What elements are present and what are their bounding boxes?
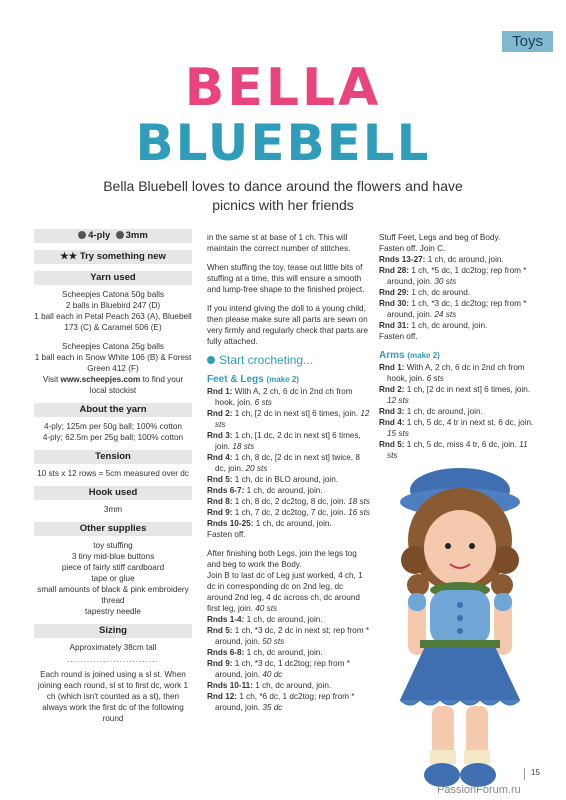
row-instruction: With A, 2 ch, 6 dc in 2nd ch from hook, join. <box>387 363 525 383</box>
row-instruction: 1 ch, 5 dc, miss 4 tr, 6 dc, join. <box>406 440 517 449</box>
paragraph: When stuffing the toy, tease out little bits of stuffing at a time, this will ensure a smooth and lump-free shape to the finished project. <box>207 263 365 294</box>
stitch-count: 6 sts <box>426 374 444 383</box>
pattern-row <box>379 384 537 406</box>
section-title: Feet & Legs <box>207 374 264 385</box>
stitch-count: 40 sts <box>255 604 278 613</box>
row-instruction: 1 ch, dc around, join. <box>406 407 483 416</box>
paragraph: Fasten off. Join C. <box>379 244 446 253</box>
row-label: Rnd 30: <box>379 299 410 308</box>
stitch-count: 18 sts <box>232 442 255 451</box>
watermark: PassionForum.ru <box>437 784 521 796</box>
hook-icon <box>116 231 124 239</box>
stitch-count: 15 sts <box>387 429 409 438</box>
stitch-count: 6 sts <box>254 398 272 407</box>
row-instruction: 1 ch, dc around, join. <box>255 519 332 528</box>
row-instruction: With A, 2 ch, 6 dc in 2nd ch from hook, join. <box>215 387 353 407</box>
row-label: Rnds 13-27: <box>379 255 426 264</box>
row-label: Rnd 1: <box>207 387 233 396</box>
yarn-used-line: 1 ball each in Snow White 106 (B) & Forest Green 412 (F) <box>34 353 192 373</box>
pattern-row <box>207 408 370 430</box>
pattern-row <box>207 647 370 658</box>
pattern-row <box>207 452 370 474</box>
pattern-row <box>379 406 537 417</box>
feet-legs-heading <box>207 374 370 385</box>
stitch-count: 12 sts <box>215 409 370 429</box>
sizing-heading: Sizing <box>34 624 192 638</box>
row-label: Rnds 10-25: <box>207 519 254 528</box>
title-line-1: BELLA <box>184 58 382 118</box>
footer-divider <box>524 768 525 780</box>
supply-item: piece of fairly stiff cardboard <box>61 563 165 572</box>
row-label: Rnd 3: <box>379 407 405 416</box>
yarn-used-line: 2 balls in Bluebird 247 (D) <box>65 301 161 310</box>
stitch-count: 20 sts <box>245 464 268 473</box>
row-label: Rnd 5: <box>207 626 233 635</box>
supply-item: tape or glue <box>91 574 135 583</box>
pattern-row <box>379 298 537 320</box>
tension-heading: Tension <box>34 450 192 464</box>
row-label: Rnds 10-11: <box>207 681 253 690</box>
row-label: Rnd 29: <box>379 288 410 297</box>
supply-item: 3 tiny mid-blue buttons <box>71 552 155 561</box>
row-instruction: 1 ch, 8 dc, 2 dc2tog, 8 dc, join. <box>234 497 346 506</box>
yarn-used-heading: Yarn used <box>34 271 192 285</box>
section-title: Arms <box>379 350 405 361</box>
pattern-row <box>207 496 370 507</box>
other-supplies-heading: Other supplies <box>34 522 192 536</box>
row-instruction: 1 ch, dc around, join. <box>427 255 504 264</box>
visit-post: to find your local stockist <box>89 375 184 395</box>
row-instruction: 1 ch, *3 dc, 1 dc2tog; rep from * around, join. <box>215 659 350 679</box>
arms-heading <box>379 350 537 361</box>
row-label: Rnds 1-4: <box>207 615 245 624</box>
pattern-row <box>207 625 370 647</box>
pattern-row <box>207 507 370 518</box>
row-instruction: 1 ch, [2 dc in next st] 6 times, join. <box>406 385 531 394</box>
stitch-count: 11 sts <box>387 440 528 460</box>
yarn-used-line: 1 ball each in Petal Peach 263 (A), Bluebell 173 (C) & Caramel 506 (E) <box>34 312 192 332</box>
row-label: Rnd 12: <box>207 692 238 701</box>
supply-item: tapestry needle <box>85 607 141 616</box>
yarn-used-line: Scheepjes Catona 25g balls <box>62 342 164 351</box>
hook-size-label: 3mm <box>125 230 148 241</box>
stitch-count: 35 dc <box>262 703 283 712</box>
website-link[interactable]: www.scheepjes.com <box>60 375 141 384</box>
paragraph <box>207 570 370 614</box>
about-yarn-line: 4-ply; 125m per 50g ball; 100% cotton <box>44 422 182 431</box>
row-label: Rnd 31: <box>379 321 410 330</box>
info-column <box>34 229 192 724</box>
row-instruction: 1 ch, 8 dc, [2 dc in next st] twice, 8 dc, join. <box>215 453 360 473</box>
pattern-row <box>207 614 370 625</box>
pattern-row <box>379 417 537 439</box>
paragraph: After finishing both Legs, join the legs tog and beg to work the Body. <box>207 549 357 569</box>
pattern-row <box>379 320 537 331</box>
paragraph: Stuff Feet, Legs and beg of Body. <box>379 233 501 242</box>
row-instruction: 1 ch, *3 dc, 2 dc in next st; rep from * around, join. <box>215 626 370 646</box>
row-instruction: 1 ch, [2 dc in next st] 6 times, join. <box>234 409 359 418</box>
ply-hook-bar <box>34 229 192 243</box>
pattern-row <box>379 362 537 384</box>
row-label: Rnd 4: <box>379 418 405 427</box>
row-label: Rnd 4: <box>207 453 233 462</box>
supply-item: small amounts of black & pink embroidery thread <box>37 585 189 605</box>
doll-photo <box>380 460 540 795</box>
pattern-row <box>207 430 370 452</box>
join-text: Join B to last dc of Leg just worked, 4 ch, 1 dc in corresponding dc on 2nd leg, dc around 2nd leg, 4 dc across ch, dc around first leg, join. <box>207 571 363 613</box>
intro-text: Bella Bluebell loves to dance around the flowers and have picnics with her friends <box>103 178 463 213</box>
row-label: Rnd 5: <box>379 440 405 449</box>
pattern-column-3 <box>379 232 537 461</box>
row-label: Rnd 9: <box>207 508 233 517</box>
pattern-row <box>379 439 537 461</box>
row-label: Rnd 2: <box>379 385 405 394</box>
about-yarn-line: 4-ply; 62.5m per 25g ball; 100% cotton <box>42 433 184 442</box>
hook-used-heading: Hook used <box>34 486 192 500</box>
row-instruction: 1 ch, dc in BLO around, join. <box>234 475 339 484</box>
row-instruction: 1 ch, *3 dc, 1 dc2tog; rep from * around, join. <box>387 299 527 319</box>
stitch-count: 12 sts <box>387 396 409 405</box>
pattern-row <box>207 386 370 408</box>
paragraph: in the same st at base of 1 ch. This will maintain the correct number of stitches. <box>207 233 351 253</box>
start-crocheting-heading <box>207 355 370 366</box>
pattern-row <box>207 658 370 680</box>
ply-label: 4-ply <box>88 230 111 241</box>
fasten-off: Fasten off. <box>207 530 246 539</box>
pattern-column-2 <box>207 232 370 713</box>
section-subtitle: (make 2) <box>407 351 440 360</box>
row-instruction: 1 ch, dc around, join. <box>246 615 323 624</box>
row-instruction: 1 ch, dc around. <box>411 288 471 297</box>
pattern-row <box>207 691 370 713</box>
stitch-count: 24 sts <box>434 310 457 319</box>
row-instruction: 1 ch, 7 dc, 2 dc2tog, 7 dc, join. <box>234 508 346 517</box>
row-instruction: 1 ch, *6 dc, 1 dc2tog; rep from * around, join. <box>215 692 355 712</box>
row-label: Rnd 9: <box>207 659 233 668</box>
stockist-text <box>34 374 192 396</box>
pattern-row <box>207 680 370 691</box>
row-instruction: 1 ch, *5 dc, 1 dc2tog; rep from * around, join. <box>387 266 527 286</box>
visit-pre: Visit <box>42 375 61 384</box>
pattern-row <box>207 485 370 496</box>
pattern-row <box>379 254 537 265</box>
pattern-row <box>379 287 537 298</box>
row-instruction: 1 ch, dc around, join. <box>246 486 323 495</box>
section-tag: Toys <box>502 31 553 52</box>
tension-text: 10 sts x 12 rows = 5cm measured over dc <box>37 469 189 478</box>
sizing-text: Approximately 38cm tall <box>69 643 157 652</box>
stitch-count: 16 sts <box>348 508 370 517</box>
hook-used-text: 3mm <box>103 505 123 514</box>
row-label: Rnd 8: <box>207 497 233 506</box>
about-yarn-heading: About the yarn <box>34 403 192 417</box>
start-label: Start crocheting... <box>219 353 314 367</box>
paragraph: If you intend giving the doll to a young child, then please make sure all parts are sewn on very firmly and regularly check that parts are fully attached. <box>207 304 369 346</box>
yarn-used-line: Scheepjes Catona 50g balls <box>62 290 164 299</box>
stitch-count: 40 dc <box>262 670 283 679</box>
row-instruction: 1 ch, 5 dc, 4 tr in next st, 6 dc, join. <box>406 418 534 427</box>
yarn-ball-icon <box>78 231 86 239</box>
supply-item: toy stuffing <box>93 541 133 550</box>
bullet-icon <box>207 356 215 364</box>
round-note: Each round is joined using a sl st. When joining each round, sl st to first dc, work 1 ch (which isn't counted as a st), then always work the first dc of the following round <box>37 670 189 723</box>
row-instruction: 1 ch, dc around, join. <box>411 321 488 330</box>
row-label: Rnd 5: <box>207 475 233 484</box>
row-label: Rnd 28: <box>379 266 410 275</box>
stitch-count: 30 sts <box>434 277 457 286</box>
stitch-count: 50 sts <box>262 637 285 646</box>
stitch-count: 18 sts <box>348 497 370 506</box>
row-instruction: 1 ch, [1 dc, 2 dc in next st] 6 times, join. <box>215 431 361 451</box>
pattern-row <box>207 474 370 485</box>
row-label: Rnd 2: <box>207 409 233 418</box>
divider: ............................ <box>67 655 159 664</box>
page-number: 15 <box>531 768 540 777</box>
row-instruction: 1 ch, dc around, join. <box>246 648 323 657</box>
section-subtitle: (make 2) <box>266 375 299 384</box>
fasten-off: Fasten off. <box>379 332 418 341</box>
title-line-2: BLUEBELL <box>135 114 431 172</box>
row-label: Rnd 1: <box>379 363 405 372</box>
pattern-row <box>379 265 537 287</box>
level-bar: ★★ Try something new <box>34 250 192 264</box>
pattern-row <box>207 518 370 529</box>
row-instruction: 1 ch, dc around, join. <box>255 681 332 690</box>
row-label: Rnds 6-8: <box>207 648 245 657</box>
row-label: Rnd 3: <box>207 431 233 440</box>
row-label: Rnds 6-7: <box>207 486 245 495</box>
